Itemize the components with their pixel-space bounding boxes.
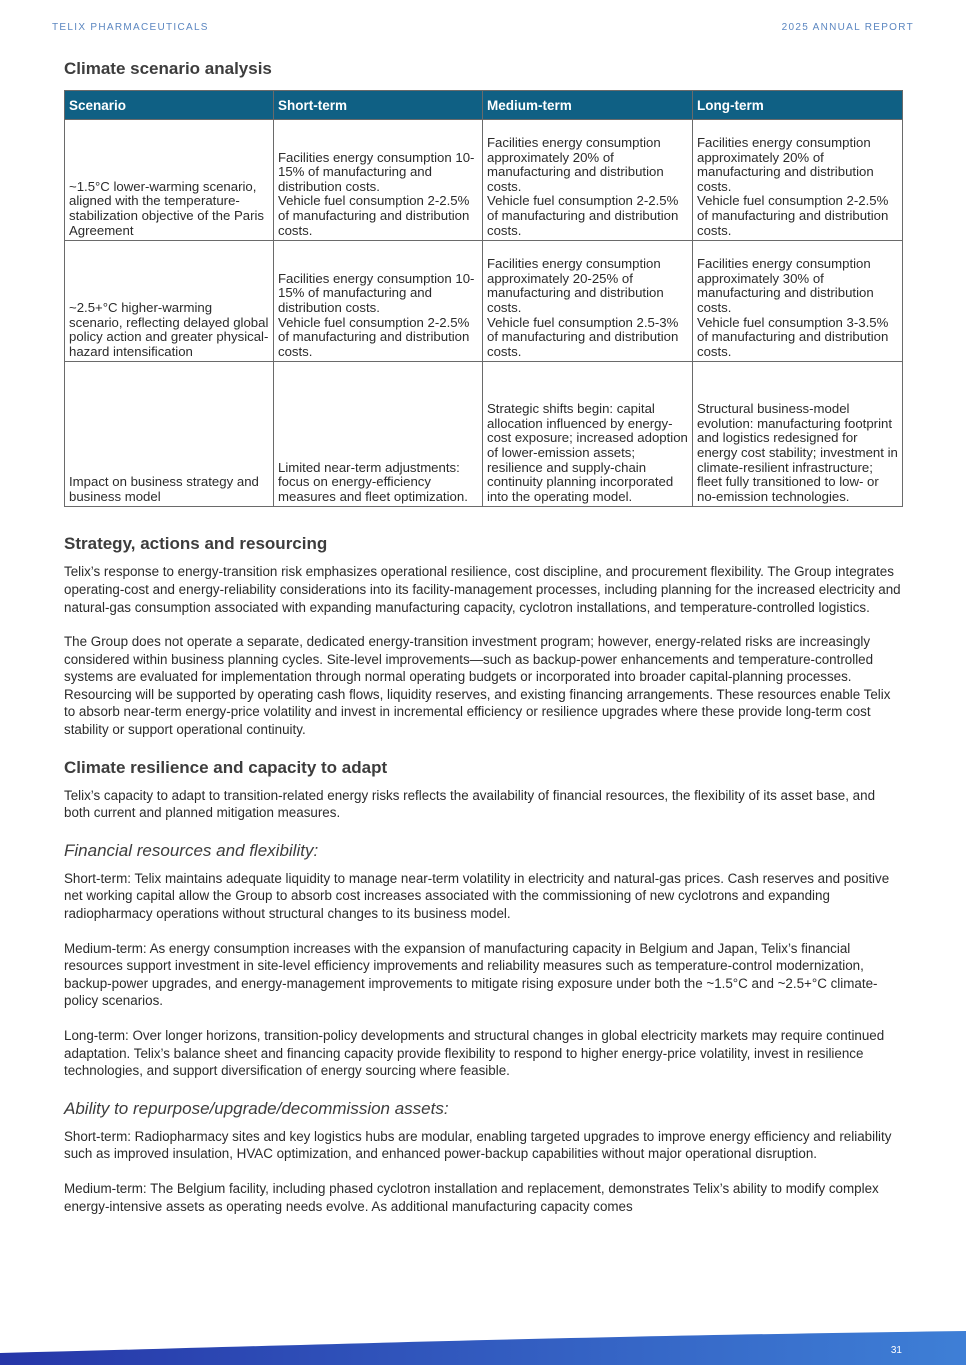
company-name: TELIX PHARMACEUTICALS	[52, 22, 209, 33]
climate-scenario-table	[64, 90, 903, 507]
report-title: 2025 ANNUAL REPORT	[781, 22, 914, 33]
table-row	[65, 120, 903, 241]
column-header-long-term: Long-term	[693, 91, 903, 120]
footer-wave-decoration	[0, 1325, 966, 1365]
table-cell: Limited near-term adjustments: focus on energy-efficiency measures and fleet optimization.	[274, 362, 483, 507]
table-cell: Impact on business strategy and business model	[65, 362, 274, 507]
column-header-short-term: Short-term	[274, 91, 483, 120]
strategy-paragraph-2: The Group does not operate a separate, dedicated energy-transition investment program; however, energy-related risks are increasingly considered within business planning cycles. Site-level improvements—such as backup-power enhancements and temperature-controlled systems are evaluated for implementation through normal operating budgets or incorporated into broader capital-planning processes. Resourcing will be supported by operating cash flows, liquidity reserves, and existing financing arrangements. These resources enable Telix to absorb near-term energy-price volatility and invest in incremental efficiency or resilience upgrades where these provide long-term cost stability or support operational continuity.	[64, 634, 891, 738]
page-number: 31	[890, 1345, 902, 1356]
strategy-heading: Strategy, actions and resourcing	[64, 534, 328, 554]
column-header-medium-term: Medium-term	[483, 91, 693, 120]
table-cell: Facilities energy consumption approximately 20% of manufacturing and distribution costs. Vehicle fuel consumption 2-2.5% of manufacturing and distribution costs.	[483, 120, 693, 241]
financial-long-term: Long-term: Over longer horizons, transition-policy developments and structural changes in global electricity markets may require continued adaptation. Telix’s balance sheet and financing capacity provide flexibility to respond to higher energy-price volatility, invest in resilience technologies, and support diversification of energy sourcing where feasible.	[64, 1028, 885, 1079]
climate-scenario-heading: Climate scenario analysis	[64, 59, 272, 78]
column-header-scenario: Scenario	[65, 91, 274, 120]
table-cell: Facilities energy consumption 10-15% of manufacturing and distribution costs. Vehicle fuel consumption 2-2.5% of manufacturing and distribution costs.	[274, 120, 483, 241]
table-cell: Strategic shifts begin: capital allocation influenced by energy-cost exposure; increased adoption of lower-emission assets; resilience and supply-chain continuity planning incorporated into the operating model.	[483, 362, 693, 507]
repurpose-medium-term: Medium-term: The Belgium facility, including phased cyclotron installation and replacement, demonstrates Telix’s ability to modify complex energy-intensive assets as operating needs evolve. As additional manufacturing capacity comes	[64, 1180, 879, 1214]
strategy-paragraph-1: Telix’s response to energy-transition risk emphasizes operational resilience, cost discipline, and procurement flexibility. The Group integrates operating-cost and energy-reliability considerations into its facility-management processes, including planning for the increased electricity and natural-gas consumption associated with expanding manufacturing capacity, cyclotron installations, and temperature-controlled logistics.	[64, 564, 901, 615]
repurpose-short-term: Short-term: Radiopharmacy sites and key logistics hubs are modular, enabling targeted upgrades to improve energy efficiency and reliability such as improved insulation, HVAC optimization, and enhanced power-backup capabilities without major operational disruption.	[64, 1128, 892, 1162]
financial-medium-term: Medium-term: As energy consumption increases with the expansion of manufacturing capacity in Belgium and Japan, Telix’s financial resources support investment in site-level efficiency improvements and reliability measures such as temperature-control modernization, backup-power upgrades, and energy-management improvements to mitigate rising exposure under both the ~1.5°C and ~2.5+°C climate-policy scenarios.	[64, 940, 878, 1009]
table-cell: Facilities energy consumption 10-15% of manufacturing and distribution costs. Vehicle fuel consumption 2-2.5% of manufacturing and distribution costs.	[274, 241, 483, 362]
table-row	[65, 241, 903, 362]
table-cell: ~1.5°C lower-warming scenario, aligned with the temperature-stabilization objective of the Paris Agreement	[65, 120, 274, 241]
financial-resources-heading: Financial resources and flexibility:	[64, 840, 319, 860]
resilience-intro: Telix’s capacity to adapt to transition-related energy risks reflects the availability of financial resources, the flexibility of its asset base, and both current and planned mitigation measures.	[64, 787, 876, 821]
table-cell: Facilities energy consumption approximately 30% of manufacturing and distribution costs. Vehicle fuel consumption 3-3.5% of manufacturing and distribution costs.	[693, 241, 903, 362]
table-cell: Facilities energy consumption approximately 20-25% of manufacturing and distribution costs. Vehicle fuel consumption 2.5-3% of manufacturing and distribution costs.	[483, 241, 693, 362]
table-cell: Structural business-model evolution: manufacturing footprint and logistics redesigned for energy cost stability; investment in climate-resilient infrastructure; fleet fully transitioned to low- or no-emission technologies.	[693, 362, 903, 507]
table-header-row	[65, 91, 903, 120]
table-cell: ~2.5+°C higher-warming scenario, reflecting delayed global policy action and greater physical-hazard intensification	[65, 241, 274, 362]
repurpose-assets-heading: Ability to repurpose/upgrade/decommission assets:	[64, 1098, 449, 1118]
table-row	[65, 362, 903, 507]
page-content	[64, 58, 902, 1215]
financial-short-term: Short-term: Telix maintains adequate liquidity to manage near-term volatility in electricity and natural-gas prices. Cash reserves and positive net working capital allow the Group to absorb cost increases associated with the commissioning of new cyclotrons and expanding radiopharmacy operations without structural changes to its business model.	[64, 870, 890, 922]
resilience-heading: Climate resilience and capacity to adapt	[64, 757, 388, 777]
table-cell: Facilities energy consumption approximately 20% of manufacturing and distribution costs. Vehicle fuel consumption 2-2.5% of manufacturing and distribution costs.	[693, 120, 903, 241]
